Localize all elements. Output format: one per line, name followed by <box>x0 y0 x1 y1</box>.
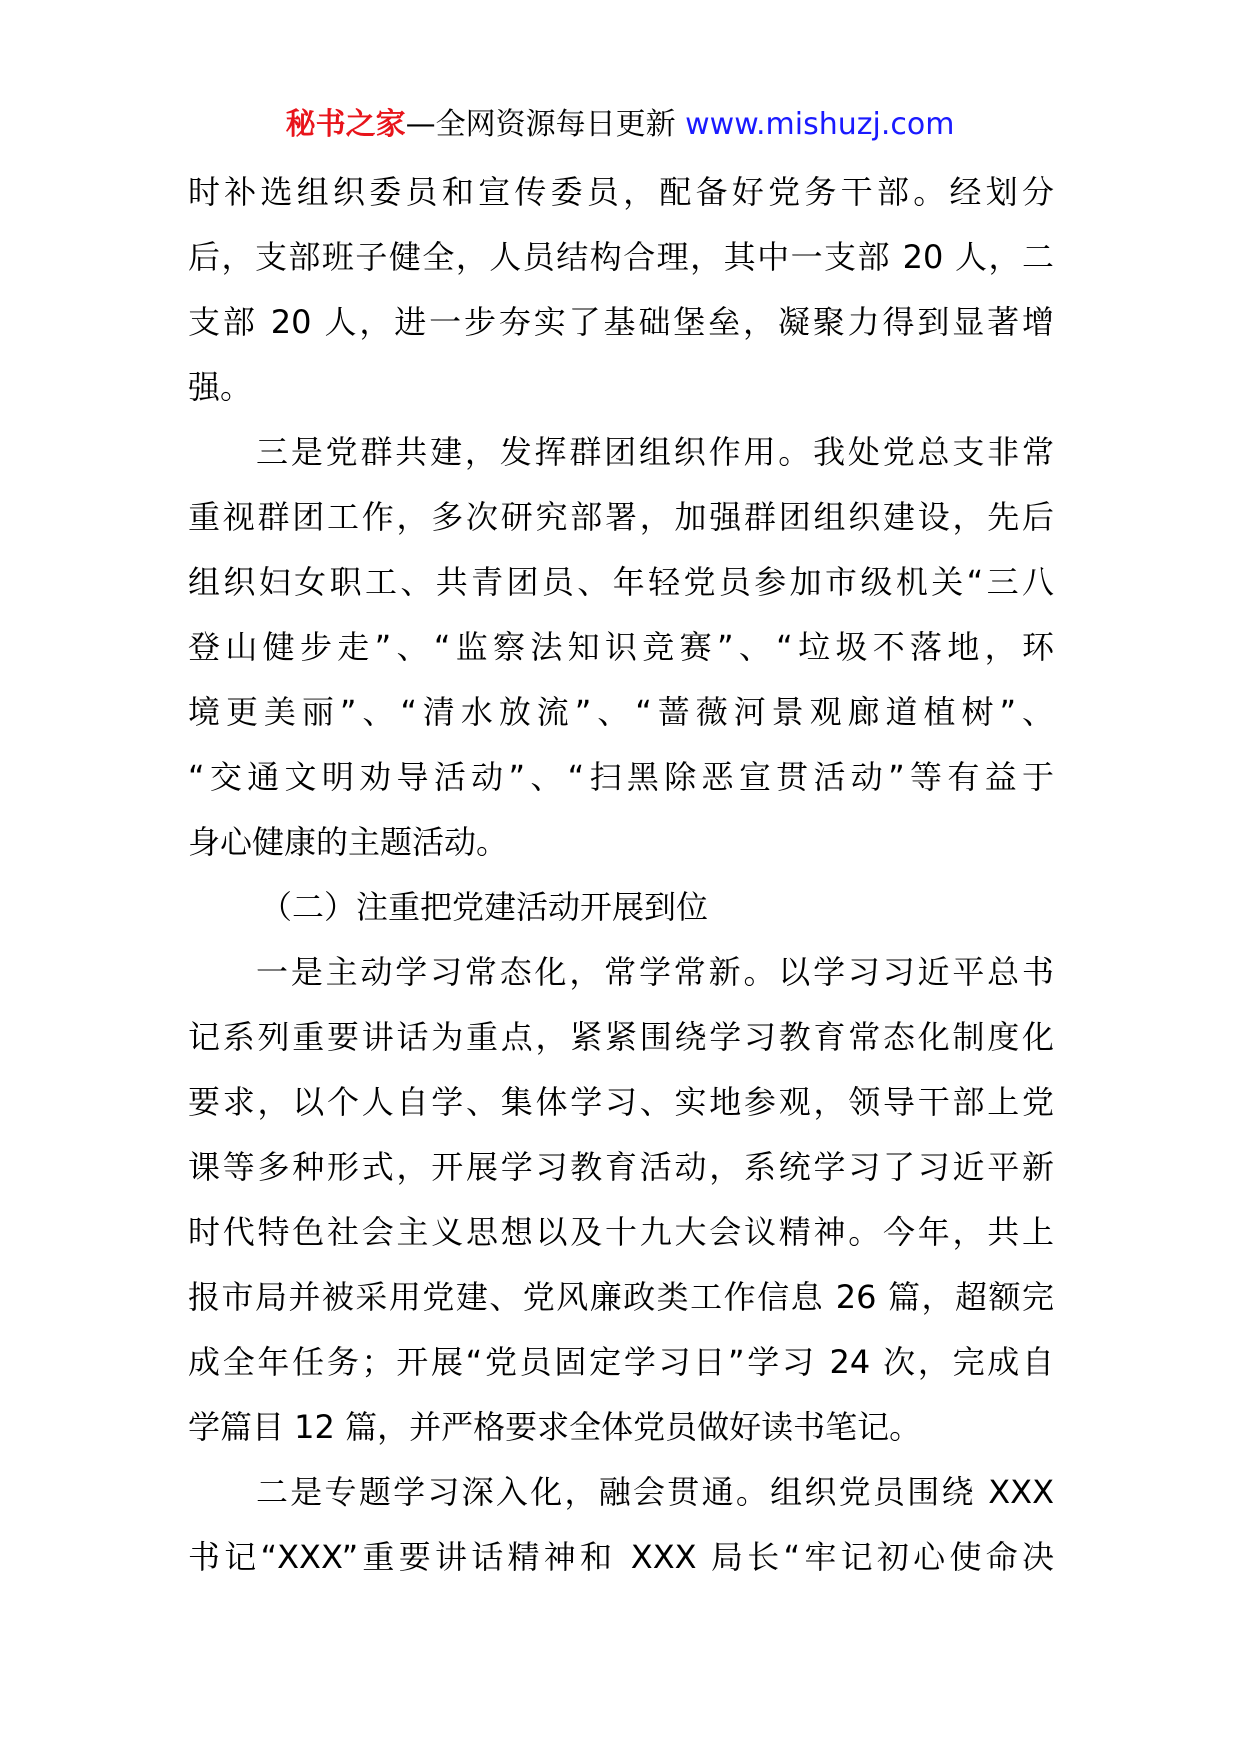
text-line: 书记“XXX”重要讲话精神和 XXX 局长“牢记初心使命决 <box>188 1538 1054 1576</box>
text-line: 境更美丽”、“清水放流”、“蔷薇河景观廊道植树”、 <box>188 693 1054 731</box>
paragraph-first-line: 一是主动学习常态化，常学常新。以学习习近平总书 <box>256 953 1054 991</box>
text-line: 组织妇女职工、共青团员、年轻党员参加市级机关“三八 <box>188 563 1054 601</box>
document-body <box>188 160 1054 1590</box>
text-line: 报市局并被采用党建、党风廉政类工作信息 26 篇，超额完 <box>188 1278 1054 1316</box>
text-line: 成全年任务；开展“党员固定学习日”学习 24 次，完成自 <box>188 1343 1054 1381</box>
text-line: 学篇目 12 篇，并严格要求全体党员做好读书笔记。 <box>188 1408 922 1446</box>
paragraph-first-line: 二是专题学习深入化，融会贯通。组织党员围绕 XXX <box>256 1473 1054 1511</box>
text-line: 课等多种形式，开展学习教育活动，系统学习了习近平新 <box>188 1148 1054 1186</box>
text-line: 记系列重要讲话为重点，紧紧围绕学习教育常态化制度化 <box>188 1018 1054 1056</box>
text-line: 要求，以个人自学、集体学习、实地参观，领导干部上党 <box>188 1083 1054 1121</box>
text-line: 时补选组织委员和宣传委员，配备好党务干部。经划分 <box>188 173 1054 211</box>
brand-name: 秘书之家 <box>285 107 406 142</box>
text-line: “交通文明劝导活动”、“扫黑除恶宣贯活动”等有益于 <box>188 758 1054 796</box>
section-heading: （二）注重把党建活动开展到位 <box>260 888 709 926</box>
text-line: 重视群团工作，多次研究部署，加强群团组织建设，先后 <box>188 498 1054 536</box>
paragraph-first-line: 三是党群共建，发挥群团组织作用。我处党总支非常 <box>256 433 1054 471</box>
text-line: 后，支部班子健全，人员结构合理，其中一支部 20 人，二 <box>188 238 1054 276</box>
text-line: 身心健康的主题活动。 <box>188 823 509 861</box>
header-tagline: —全网资源每日更新 <box>405 107 686 142</box>
website-link[interactable]: www.mishuzj.com <box>685 107 955 142</box>
page-header <box>0 100 1240 150</box>
text-line: 支部 20 人，进一步夯实了基础堡垒，凝聚力得到显著增 <box>188 303 1054 341</box>
text-line: 时代特色社会主义思想以及十九大会议精神。今年，共上 <box>188 1213 1054 1251</box>
text-line: 登山健步走”、“监察法知识竞赛”、“垃圾不落地，环 <box>188 628 1054 666</box>
text-line: 强。 <box>188 368 253 406</box>
